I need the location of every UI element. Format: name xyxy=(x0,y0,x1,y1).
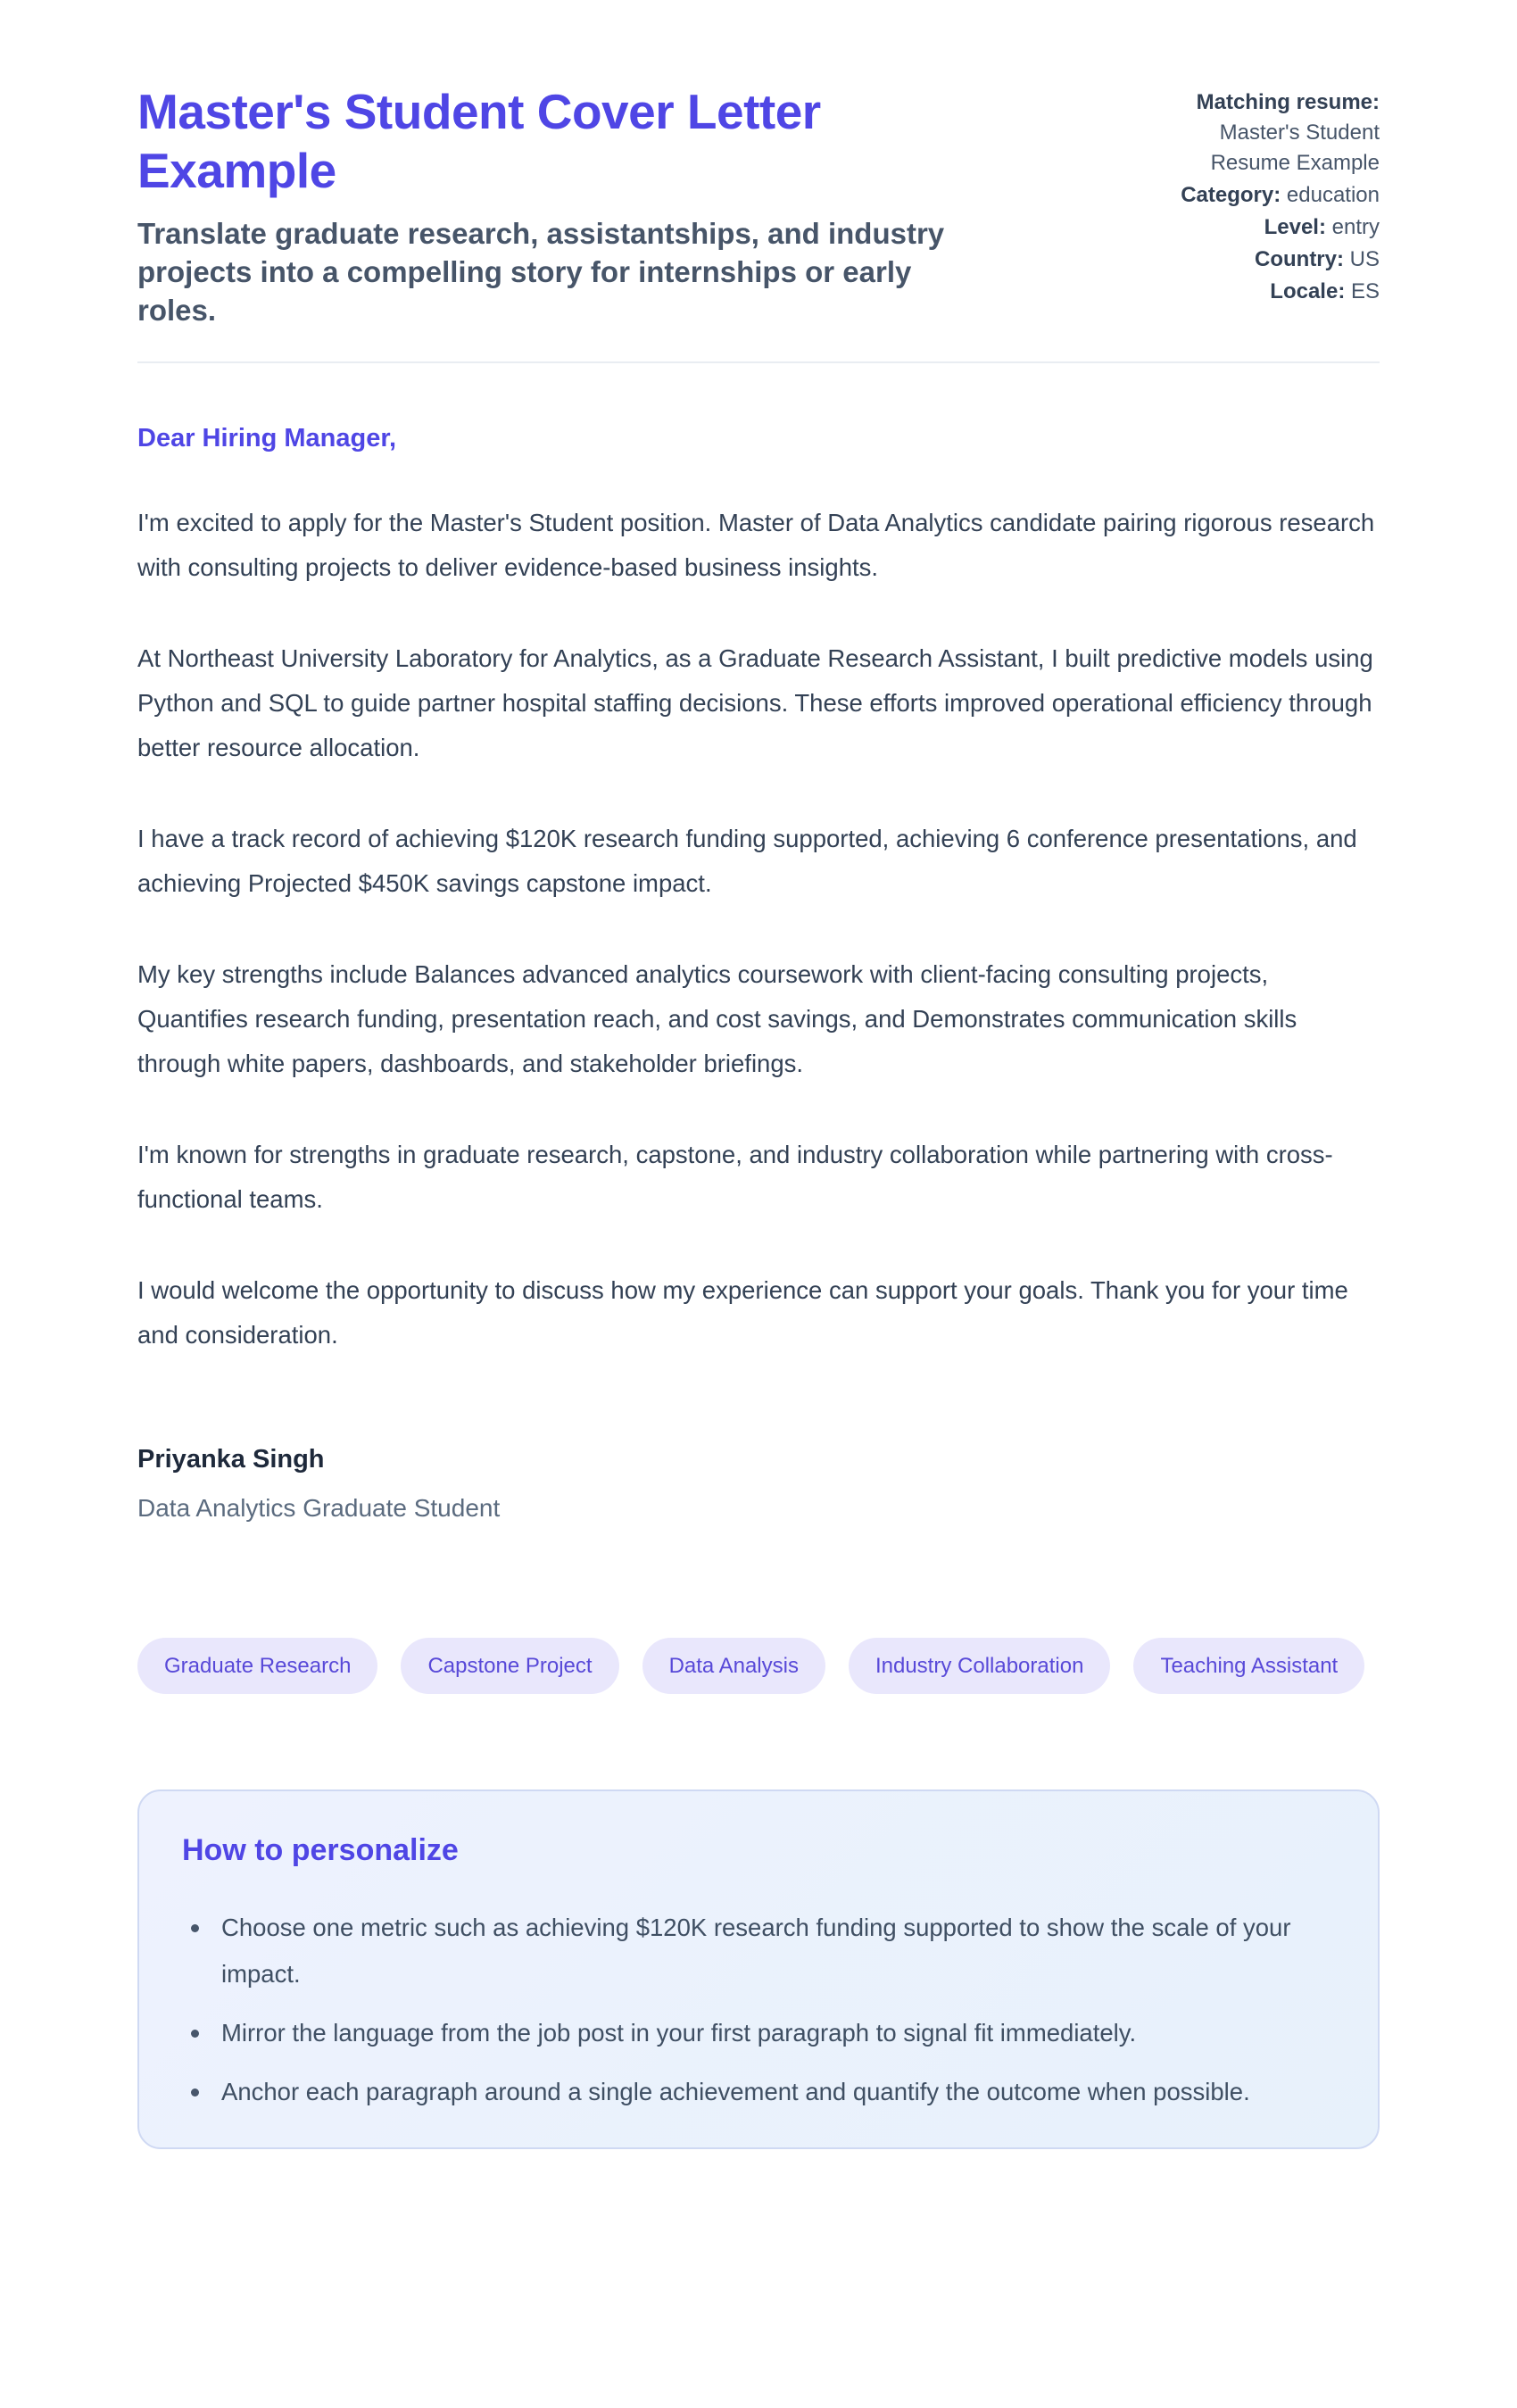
letter-paragraph: My key strengths include Balances advanced analytics coursework with client-facing consulting projects, Quantifies research funding, presentation reach, and cost savings, and Demonstrates communication skills through white papers, dashboards, and stakeholder briefings. xyxy=(137,960,1297,1077)
tip-item: Mirror the language from the job post in your first paragraph to signal fit immediately. xyxy=(182,2010,1310,2056)
page-header xyxy=(137,82,1380,329)
signature-role: Data Analytics Graduate Student xyxy=(137,1494,501,1522)
tag-industry-collaboration[interactable]: Industry Collaboration xyxy=(849,1638,1110,1694)
meta-level-label: Level: xyxy=(1264,215,1326,239)
salutation: Dear Hiring Manager, xyxy=(137,424,397,453)
signature-block xyxy=(137,1443,1380,1524)
meta-category-label: Category: xyxy=(1181,183,1281,207)
letter-paragraph: At Northeast University Laboratory for Analytics, as a Graduate Research Assistant, I built predictive models using Python and SQL to guide partner hospital staffing decisions. These efforts improved operational efficiency through better resource allocation. xyxy=(137,644,1373,761)
meta-locale-label: Locale: xyxy=(1270,279,1346,303)
meta-matching-resume-label: Matching resume: xyxy=(1196,90,1380,114)
meta-category xyxy=(1156,180,1380,211)
header-title-block xyxy=(137,82,994,329)
meta-matching-resume xyxy=(1156,87,1380,179)
tag-teaching-assistant[interactable]: Teaching Assistant xyxy=(1133,1638,1364,1694)
tip-item: Choose one metric such as achieving $120K research funding supported to show the scale of your impact. xyxy=(182,1905,1310,1997)
keyword-tags xyxy=(137,1638,1380,1694)
meta-level xyxy=(1156,212,1380,243)
tag-graduate-research[interactable]: Graduate Research xyxy=(137,1638,377,1694)
header-divider xyxy=(137,361,1380,363)
matching-resume-link[interactable]: Master's Student Resume Example xyxy=(1210,120,1380,175)
letter-paragraph: I would welcome the opportunity to discuss how my experience can support your goals. Thank you for your time and consideration. xyxy=(137,1276,1348,1349)
meta-level-value: entry xyxy=(1331,215,1380,239)
tips-list xyxy=(182,1905,1335,2115)
tag-capstone-project[interactable]: Capstone Project xyxy=(401,1638,618,1694)
signature-name: Priyanka Singh xyxy=(137,1445,325,1474)
page-title: Master's Student Cover Letter Example xyxy=(137,84,821,198)
meta-country-value: US xyxy=(1349,247,1380,271)
how-to-personalize-card xyxy=(137,1789,1380,2149)
meta-country xyxy=(1156,245,1380,275)
meta-category-value: education xyxy=(1286,183,1380,207)
tag-data-analysis[interactable]: Data Analysis xyxy=(642,1638,825,1694)
meta-locale-value: ES xyxy=(1350,279,1380,303)
meta-locale xyxy=(1156,277,1380,307)
letter-paragraph: I'm excited to apply for the Master's Student position. Master of Data Analytics candidate pairing rigorous research with consulting projects to deliver evidence-based business insights. xyxy=(137,509,1375,581)
meta-country-label: Country: xyxy=(1255,247,1344,271)
resume-meta-block xyxy=(1156,82,1380,309)
cover-letter-page xyxy=(137,0,1380,2149)
letter-paragraph: I have a track record of achieving $120K research funding supported, achieving 6 conference presentations, and achieving Projected $450K savings capstone impact. xyxy=(137,825,1357,897)
tip-item: Anchor each paragraph around a single achievement and quantify the outcome when possible. xyxy=(182,2069,1310,2115)
cover-letter-body xyxy=(137,422,1380,1524)
page-subtitle: Translate graduate research, assistantships, and industry projects into a compelling story for internships or early roles. xyxy=(137,217,945,327)
tips-heading: How to personalize xyxy=(182,1833,459,1867)
letter-paragraph: I'm known for strengths in graduate research, capstone, and industry collaboration while partnering with cross-functional teams. xyxy=(137,1141,1333,1213)
